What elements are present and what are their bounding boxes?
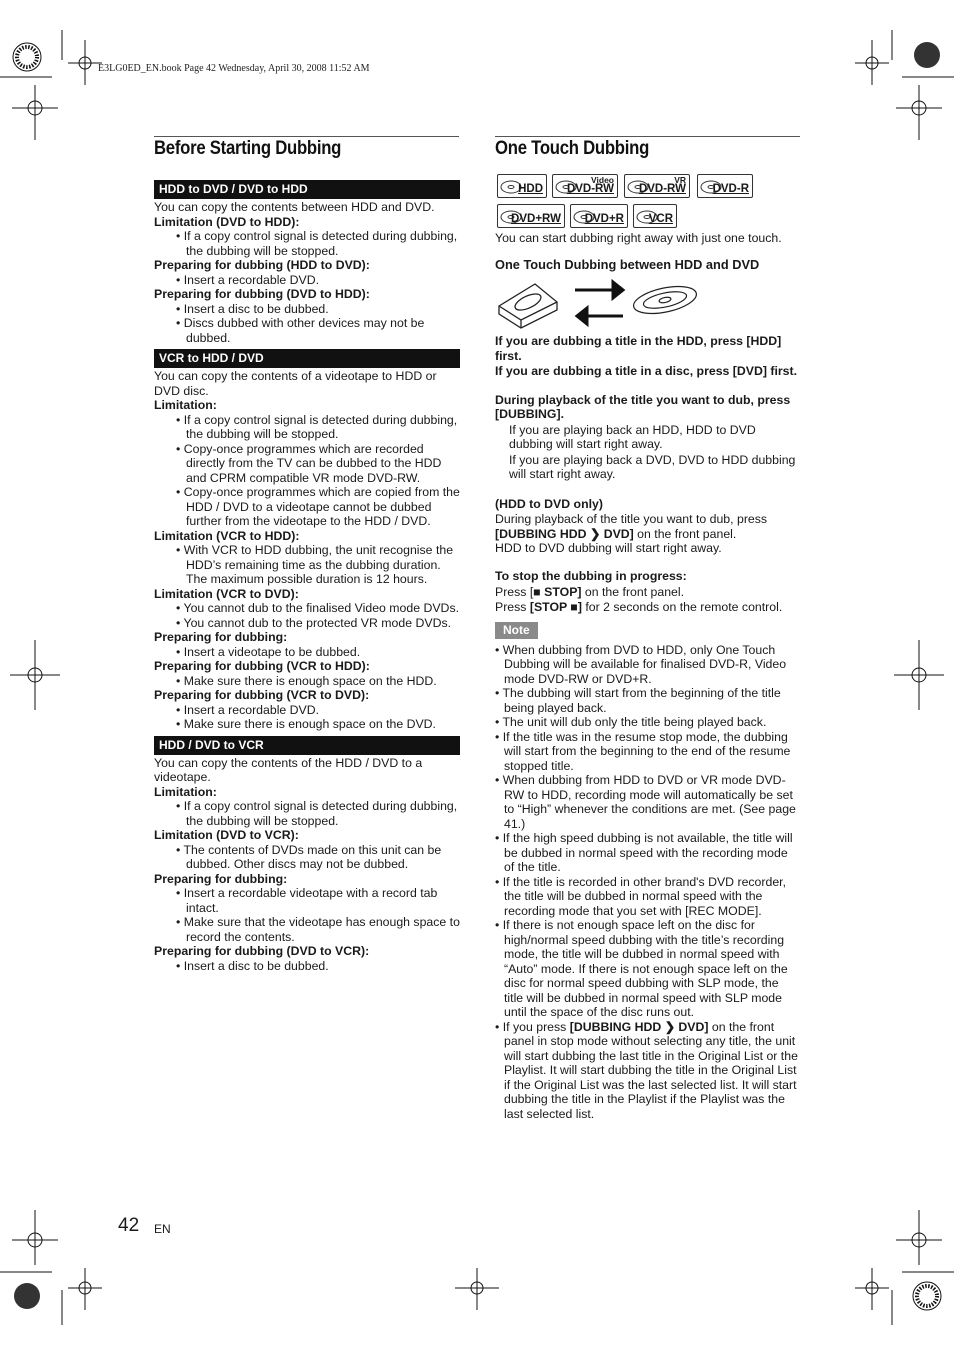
block-heading: Limitation (DVD to HDD): (154, 214, 300, 229)
note-item: • If there is not enough space left on the disc for high/normal speed dubbing with the title’s recording mode, the title will be dubbed in normal speed with “Auto” mode. If there is not enough space left on the disc for normal speed dubbing with SLP mode, the title will be dubbed in normal speed with SLP mode until the space of the disc runs out. (495, 918, 801, 1020)
notes-list (495, 643, 801, 1020)
hdd-icon (499, 284, 557, 328)
block-heading: Limitation: (154, 784, 217, 799)
bullet-item: • Insert a disc to be dubbed. (154, 302, 460, 317)
note-badge: Note (495, 622, 538, 639)
bullet-item: • Insert a recordable DVD. (154, 703, 460, 718)
note-item: • If the high speed dubbing is not available, the title will be dubbed in normal speed with the recording mode of the title. (495, 831, 801, 875)
note-item: • The unit will dub only the title being played back. (495, 715, 801, 730)
block-heading: Preparing for dubbing: (154, 630, 288, 644)
badge-hdd-icon (497, 174, 547, 198)
badge-dvd-rw-icon (497, 204, 565, 228)
block-heading: Limitation: (154, 398, 217, 412)
block-heading: Preparing for dubbing (VCR to HDD): (154, 659, 370, 673)
block-heading: Preparing for dubbing (VCR to DVD): (154, 688, 370, 702)
section-bar: VCR to HDD / DVD (154, 349, 460, 368)
badge-label: DVD+R (584, 212, 624, 225)
bullet-item: • With VCR to HDD dubbing, the unit recognise the HDD’s remaining time as the dubbing duration. The maximum possible duration is 12 hours. (154, 543, 460, 587)
bullet-item: • Insert a recordable DVD. (154, 273, 460, 288)
right-column (495, 231, 801, 1121)
step1-line2: If you are dubbing a title in a disc, press [DVD] first. (495, 364, 798, 378)
badge-label: DVD+RW (511, 212, 561, 225)
right-title: One Touch Dubbing (495, 138, 650, 159)
block-heading: Limitation (VCR to DVD): (154, 586, 299, 601)
step2-body-2: If you are playing back a DVD, DVD to HDD dubbing will start right away. (509, 452, 796, 481)
badge-vcr-icon (633, 204, 677, 228)
block-heading: Preparing for dubbing (DVD to HDD): (154, 287, 370, 301)
hdd-only-head: (HDD to DVD only) (495, 496, 603, 511)
stop-line-1: Press [■ STOP] on the front panel. (495, 585, 685, 599)
bullet-item: • Insert a videotape to be dubbed. (154, 645, 460, 660)
bullet-item: • The contents of DVDs made on this unit can be dubbed. Other discs may not be dubbed. (154, 843, 460, 872)
disc-icon (631, 282, 699, 319)
badge-dvd-r-icon (697, 174, 753, 198)
block-heading: Preparing for dubbing: (154, 871, 288, 886)
section-intro: You can copy the contents between HDD and DVD. (154, 200, 435, 214)
stop-head: To stop the dubbing in progress: (495, 568, 687, 583)
file-header: E3LG0ED_EN.book Page 42 Wednesday, April 30, 2008 11:52 AM (98, 63, 370, 74)
note-item: • If you press [DUBBING HDD ❯ DVD] on the front panel in stop mode without selecting any title, the unit will start dubbing the last title in the Original List or the Playlist. It will start dubbing the title in the Original List if the Original List was the last selected list. It will start dubbing the title in the Playlist if the Playlist was the last selected list. (495, 1020, 801, 1122)
right-title-rule (495, 136, 800, 137)
badge-mode-label: VR (674, 175, 686, 185)
bullet-item: • If a copy control signal is detected during dubbing, the dubbing will be stopped. (154, 799, 460, 828)
badge-label: DVD-R (712, 182, 749, 195)
two-way-arrow-icon (575, 282, 623, 324)
note-item: • When dubbing from HDD to DVD or VR mode DVD-RW to HDD, recording mode will automatically be set to “High” whenever the conditions are met. (See page 41.) (495, 773, 801, 831)
bullet-item: • You cannot dub to the protected VR mode DVDs. (154, 616, 460, 631)
badge-dvd-rw-icon (624, 174, 690, 198)
right-intro: You can start dubbing right away with just one touch. (495, 231, 782, 245)
badge-dvd-rw-icon (552, 174, 618, 198)
bullet-item: • If a copy control signal is detected during dubbing, the dubbing will be stopped. (154, 229, 460, 258)
left-column (154, 180, 460, 973)
note-item: • If the title is recorded in other brand's DVD recorder, the title will be dubbed in normal speed with the recording mode that you set with [REC MODE]. (495, 875, 801, 919)
dubbing-illustration (495, 276, 705, 332)
block-heading: Limitation (VCR to HDD): (154, 528, 300, 543)
left-title-rule (154, 136, 459, 137)
dubbing-hdd-button-ref: [DUBBING HDD (495, 526, 587, 541)
stop-square-icon: ■ (570, 599, 578, 614)
block-heading: Preparing for dubbing (DVD to VCR): (154, 944, 370, 958)
note-item: • The dubbing will start from the beginning of the title being played back. (495, 686, 801, 715)
bullet-item: • If a copy control signal is detected during dubbing, the dubbing will be stopped. (154, 413, 460, 442)
stop-square-icon: ■ (533, 585, 541, 599)
page-number: 42 (118, 1215, 140, 1236)
block-heading: Limitation (DVD to VCR): (154, 828, 299, 842)
badge-label: HDD (518, 182, 543, 195)
bullet-item: • Make sure there is enough space on the DVD. (154, 717, 460, 732)
step2-head: During playback of the title you want to dub, press [DUBBING]. (495, 392, 791, 421)
step2-body-1: If you are playing back an HDD, HDD to DVD dubbing will start right away. (509, 422, 756, 451)
badge-label: DVD-RW (566, 182, 614, 195)
section-intro: You can copy the contents of the HDD / DVD to a videotape. (154, 755, 423, 784)
bullet-item: • Insert a recordable videotape with a record tab intact. (154, 886, 460, 915)
badge-dvd-r-icon (570, 204, 628, 228)
bullet-item: • Make sure there is enough space on the HDD. (154, 674, 460, 689)
section-bar: HDD / DVD to VCR (154, 736, 460, 755)
note-item: • If the title was in the resume stop mode, the dubbing will start from the beginning to the end of the resume stopped title. (495, 730, 801, 774)
bullet-item: • Copy-once programmes which are copied from the HDD / DVD to a videotape cannot be dubbed further from the videotape to the HDD / DVD. (154, 485, 460, 529)
section-intro: You can copy the contents of a videotape to HDD or DVD disc. (154, 369, 437, 398)
note-item: • When dubbing from DVD to HDD, only One Touch Dubbing will be available for finalised DVD-R, Video mode DVD-RW or DVD+R. (495, 643, 801, 687)
badge-mode-label: Video (591, 175, 614, 185)
bullet-item: • Discs dubbed with other devices may not be dubbed. (154, 316, 460, 345)
hdd-only-body: During playback of the title you want to dub, press [DUBBING HDD ❯ DVD] on the front panel. HDD to DVD dubbing will start right away. (495, 512, 768, 555)
section-bar: HDD to DVD / DVD to HDD (154, 180, 460, 199)
chevron-right-icon: ❯ (664, 1019, 675, 1034)
page-lang: EN (154, 1222, 171, 1236)
stop-line-2: Press [STOP ■] for 2 seconds on the remote control. (495, 599, 783, 614)
chevron-right-icon: ❯ (589, 526, 601, 541)
right-subhead: One Touch Dubbing between HDD and DVD (495, 256, 760, 272)
bullet-item: • Insert a disc to be dubbed. (154, 959, 460, 974)
bullet-item: • Make sure that the videotape has enough space to record the contents. (154, 915, 460, 944)
step1-line1: If you are dubbing a title in the HDD, press [HDD] first. (495, 334, 782, 363)
bullet-item: • You cannot dub to the finalised Video mode DVDs. (154, 601, 460, 616)
badge-label: DVD-RW (638, 182, 686, 195)
block-heading: Preparing for dubbing (HDD to DVD): (154, 258, 370, 272)
badge-label: VCR (648, 212, 673, 225)
bullet-item: • Copy-once programmes which are recorded directly from the TV can be dubbed to the HDD and CPRM compatible VR mode DVD-RW. (154, 442, 460, 486)
left-title: Before Starting Dubbing (154, 138, 342, 159)
